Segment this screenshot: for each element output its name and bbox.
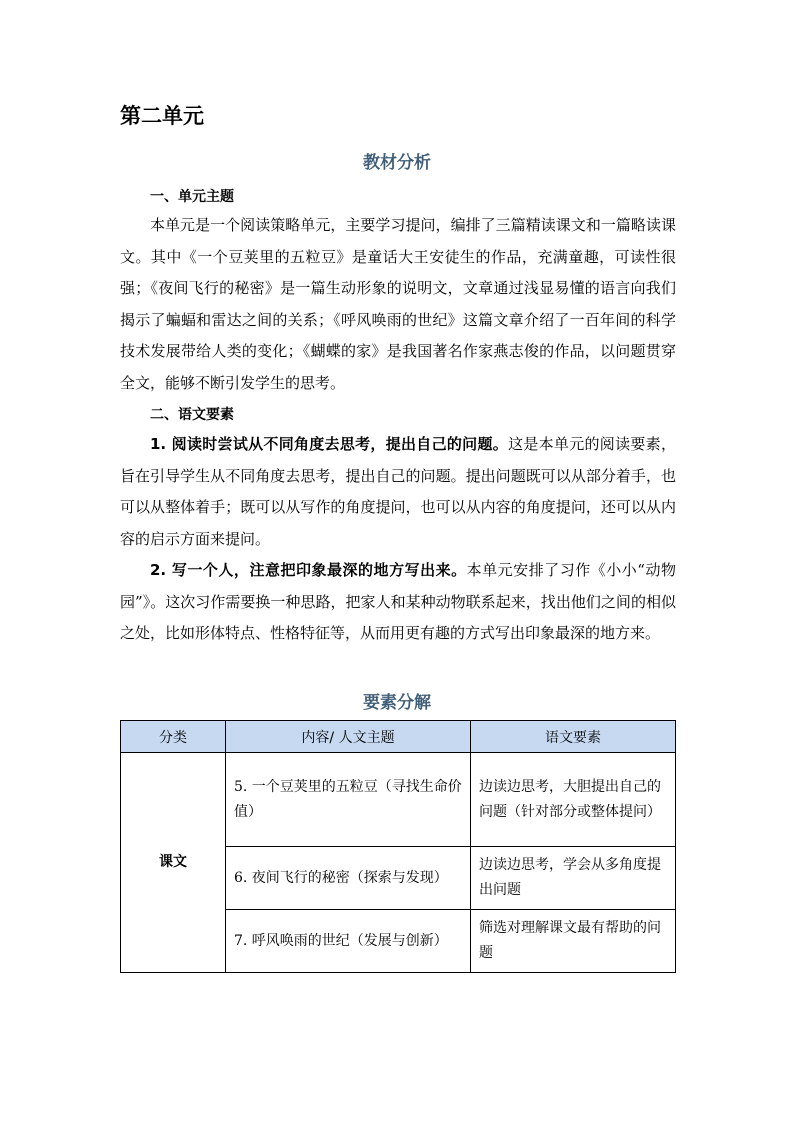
section1-heading: 一、单元主题 (150, 189, 234, 205)
section2-item2 (120, 555, 676, 650)
header-category: 分类 (121, 721, 226, 753)
section1-paragraph: 本单元是一个阅读策略单元，主要学习提问，编排了三篇精读课文和一篇略读课文。其中《一个豆荚里的五粒豆》是童话大王安徒生的作品，充满童趣，可读性很强；《夜间飞行的秘密》是一篇生动形象的说明文，文章通过浅显易懂的语言向我们揭示了蝙蝠和雷达之间的关系；《呼风唤雨的世纪》这篇文章介绍了一百年间的科学技术发展带给人类的变化；《蝴蝶的家》是我国著名作家燕志俊的作品，以问题贯穿全文，能够不断引发学生的思考。 (120, 216, 676, 392)
unit-title: 第二单元 (120, 104, 204, 128)
element-cell: 边读边思考，学会从多角度提出问题 (471, 847, 676, 910)
section2-heading: 二、语文要素 (150, 407, 234, 423)
content-cell: 6. 夜间飞行的秘密（探索与发现） (226, 847, 471, 910)
item1-body: 这是本单元的阅读要素，旨在引导学生从不同角度去思考，提出自己的问题。提出问题既可以从部分着手，也可以从整体着手；既可以从写作的角度提问，也可以从内容的角度提问，还可以从内容的启示方面来提问。 (120, 435, 676, 548)
content-cell: 7. 呼风唤雨的世纪（发展与创新） (226, 910, 471, 973)
elements-table (120, 720, 676, 973)
breakdown-title: 要素分解 (363, 693, 431, 713)
item2-lead: 2. 写一个人，注意把印象最深的地方写出来。 (150, 561, 467, 579)
element-cell: 筛选对理解课文最有帮助的问题 (471, 910, 676, 973)
table-header-row (121, 721, 676, 753)
header-element: 语文要素 (471, 721, 676, 753)
item2-body: 本单元安排了习作《小小“动物园”》。这次习作需要换一种思路，把家人和某种动物联系起来，找出他们之间的相似之处，比如形体特点、性格特征等，从而用更有趣的方式写出印象最深的地方来。 (120, 561, 676, 643)
header-content: 内容/ 人文主题 (226, 721, 471, 753)
category-cell: 课文 (121, 753, 226, 973)
content-cell: 5. 一个豆荚里的五粒豆（寻找生命价值） (226, 753, 471, 847)
element-cell: 边读边思考，大胆提出自己的问题（针对部分或整体提问） (471, 753, 676, 847)
section2-item1 (120, 429, 676, 555)
item1-lead: 1. 阅读时尝试从不同角度去思考，提出自己的问题。 (150, 435, 509, 453)
analysis-title: 教材分析 (363, 153, 431, 173)
table-row (121, 753, 676, 847)
